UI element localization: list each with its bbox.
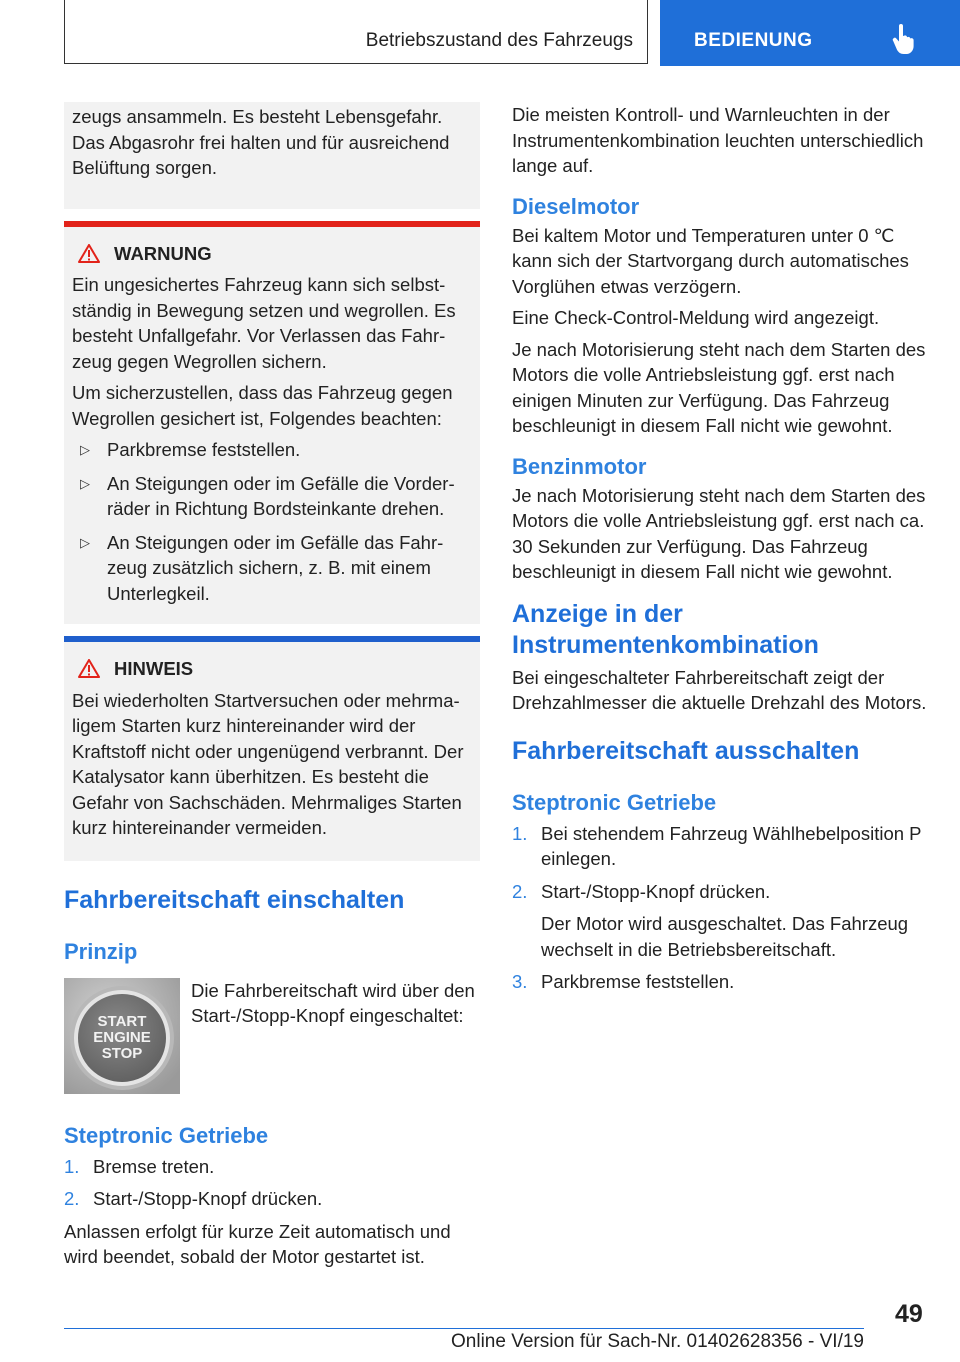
anzeige-text: Bei eingeschalteter Fahrbereitschaft zeigt der Drehzahlmesser die aktuelle Drehzahl des Motors. xyxy=(512,666,927,713)
safety-box-continued xyxy=(64,102,480,209)
start-steps xyxy=(64,1154,480,1212)
list-item: 1. Bremse treten. xyxy=(64,1155,215,1177)
button-label-engine: ENGINE xyxy=(93,1028,151,1046)
caution-triangle-icon xyxy=(78,659,100,678)
section-tab xyxy=(64,0,648,64)
warning-box xyxy=(64,221,480,625)
continued-text: zeugs ansammeln. Es besteht Lebensgefahr. Das Abgasrohr frei halten und für ausreichend Belüftung sorgen. xyxy=(72,106,450,178)
heading-diesel: Dieselmotor xyxy=(512,193,640,219)
start-after-text: Anlassen erfolgt für kurze Zeit automatisch und wird beendet, sobald der Motor gestartet ist. xyxy=(64,1220,451,1267)
button-label-stop: STOP xyxy=(101,1044,143,1062)
stop-steps xyxy=(512,821,932,995)
note-text: Bei wiederholten Startversuchen oder mehrmaligem Starten kurz hintereinander wird der Kraftstoff nicht oder ungenügend verbrannt. Der Katalysator kann überhitzen. Es besteht die Gefahr von Sachschäden. Mehrmaliges Starten kurz hintereinander vermeiden. xyxy=(72,689,464,838)
heading-einschalten: Fahrbereitschaft einschalten xyxy=(64,885,405,914)
left-column xyxy=(64,102,480,1276)
warning-list xyxy=(72,437,472,606)
chapter-tab xyxy=(660,0,960,66)
hand-pointer-icon xyxy=(892,24,916,54)
note-box xyxy=(64,636,480,861)
diesel-text-1: Bei kaltem Motor und Temperaturen unter 0 ℃ kann sich der Startvorgang durch automatisches Vorglühen etwas verzögern. xyxy=(512,224,909,297)
list-item: 2. Start-/Stopp-Knopf drücken. Der Motor wird ausgeschaltet. Das Fahrzeug wechselt in die Betriebsbereitschaft. xyxy=(512,879,932,963)
list-item: 3. Parkbremse feststellen. xyxy=(512,971,735,992)
online-version-text: Online Version für Sach-Nr. 01402628356 - VI/19 xyxy=(451,1331,864,1352)
page-footer xyxy=(64,1328,864,1353)
diesel-text-2: Eine Check-Control-Meldung wird angezeigt. xyxy=(512,307,880,328)
warning-text-2: Um sicherzustellen, dass das Fahrzeug gegen Wegrollen gesichert ist, Folgendes beachten: xyxy=(72,382,453,429)
heading-ausschalten: Fahrbereitschaft ausschalten xyxy=(512,736,860,765)
benzin-text: Je nach Motorisierung steht nach dem Starten des Motors die volle Antriebsleistung ggf. erst nach ca. 30 Sekunden zur Verfügung. Das Fahrzeug beschleunigt in diesem Fall nicht wie gewohnt. xyxy=(512,484,926,582)
list-item: ▷ An Steigungen oder im Gefälle die Vorderräder in Richtung Bordsteinkante drehen. xyxy=(72,471,472,522)
button-label-start: START xyxy=(97,1012,147,1030)
list-item: ▷ An Steigungen oder im Gefälle das Fahrzeug zusätzlich sichern, z. B. mit einem Unterlegkeil. xyxy=(72,530,472,607)
heading-anzeige: Anzeige in der Instrumentenkombination xyxy=(512,599,819,659)
list-item: 2. Start-/Stopp-Knopf drücken. xyxy=(64,1188,323,1209)
note-title: HINWEIS xyxy=(72,656,472,682)
page-header xyxy=(64,0,960,66)
heading-prinzip: Prinzip xyxy=(64,938,138,964)
page-number: 49 xyxy=(895,1300,923,1328)
step-sub-text: Der Motor wird ausgeschaltet. Das Fahrzeug wechselt in die Betriebsbereitschaft. xyxy=(541,913,909,960)
warning-title: WARNUNG xyxy=(72,241,472,267)
prinzip-text: Die Fahrbereitschaft wird über den Start-/Stopp-Knopf eingeschaltet: xyxy=(191,979,475,1026)
start-stop-button-image xyxy=(64,978,180,1094)
heading-steptronic: Steptronic Getriebe xyxy=(64,1122,269,1148)
heading-benzin: Benzinmotor xyxy=(512,453,647,479)
section-title: Betriebszustand des Fahrzeugs xyxy=(365,30,633,51)
prinzip-row xyxy=(64,978,480,1094)
diesel-text-3: Je nach Motorisierung steht nach dem Starten des Motors die volle Antriebsleistung ggf. erst nach einigen Minuten zur Verfügung. Das Fahrzeug beschleunigt in diesem Fall nicht wie gewohnt. xyxy=(512,338,926,436)
warning-text: Ein ungesichertes Fahrzeug kann sich selbstständig in Bewegung setzen und wegrollen. Es besteht Unfallgefahr. Vor Verlassen das Fahrzeug gegen Wegrollen sichern. xyxy=(72,274,456,372)
right-column xyxy=(512,102,932,1002)
warning-triangle-icon xyxy=(78,244,100,263)
list-item: ▷ Parkbremse feststellen. xyxy=(72,437,472,463)
intro-text: Die meisten Kontroll- und Warnleuchten in der Instrumentenkombination leuchten unterschiedlich lange auf. xyxy=(512,104,924,176)
list-item: 1. Bei stehendem Fahrzeug Wählhebelposition P einlegen. xyxy=(512,822,922,869)
chapter-title: BEDIENUNG xyxy=(694,30,813,51)
heading-steptronic-2: Steptronic Getriebe xyxy=(512,789,717,815)
